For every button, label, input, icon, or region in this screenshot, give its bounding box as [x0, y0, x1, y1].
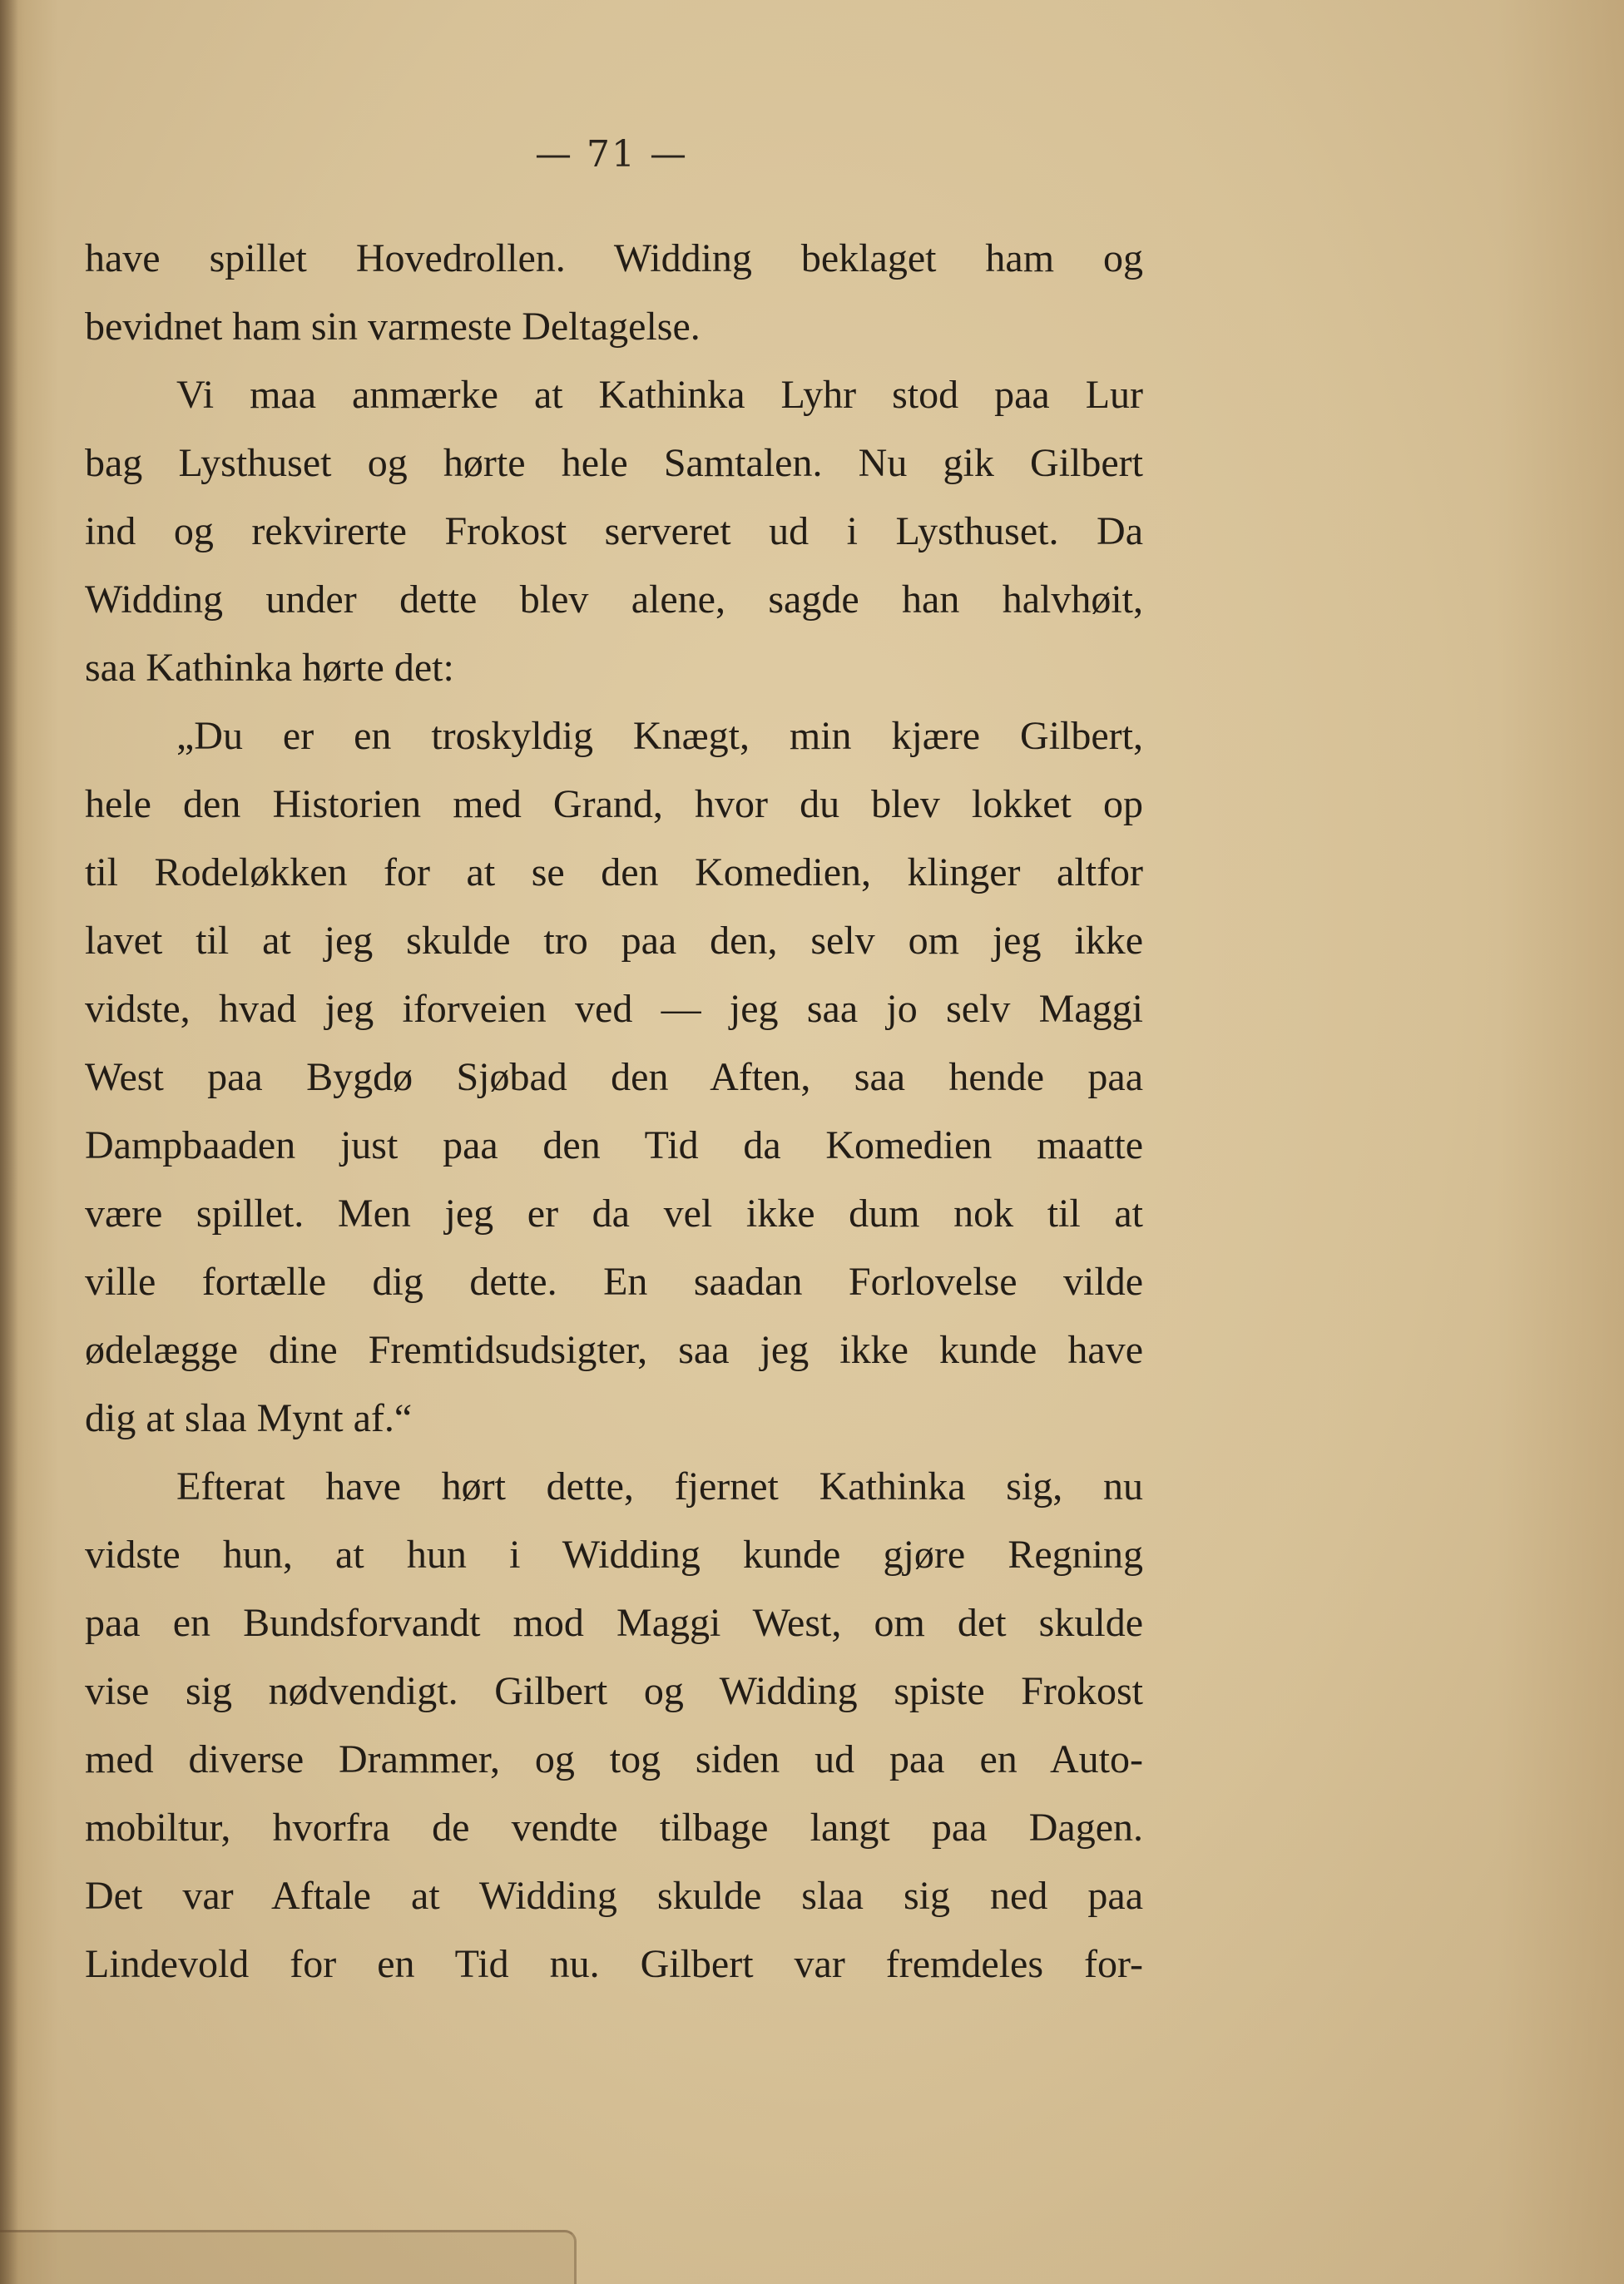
page-bottom-edge — [0, 2230, 577, 2284]
text-line: Dampbaaden just paa den Tid da Komedien maatte — [85, 1123, 1143, 1167]
text-line: bag Lysthuset og hørte hele Samtalen. Nu gik Gilbert — [85, 441, 1143, 485]
text-line: dig at slaa Mynt af.“ — [85, 1396, 413, 1440]
text-line: saa Kathinka hørte det: — [85, 646, 454, 690]
text-line: vise sig nødvendigt. Gilbert og Widding spiste Frokost — [85, 1669, 1143, 1713]
text-line: „Du er en troskyldig Knægt, min kjære Gilbert, — [176, 714, 1143, 758]
page-number: — 71 — — [535, 133, 688, 176]
text-line: vidste hun, at hun i Widding kunde gjøre Regning — [85, 1533, 1143, 1577]
text-line: vidste, hvad jeg iforveien ved — jeg saa jo selv Maggi — [85, 987, 1143, 1031]
text-line: ødelægge dine Fremtidsudsigter, saa jeg ikke kunde have — [85, 1328, 1143, 1372]
text-line: mobiltur, hvorfra de vendte tilbage langt paa Dagen. — [85, 1806, 1143, 1850]
text-line: ind og rekvirerte Frokost serveret ud i Lysthuset. Da — [85, 509, 1143, 553]
text-line: hele den Historien med Grand, hvor du blev lokket op — [85, 782, 1143, 826]
text-line: lavet til at jeg skulde tro paa den, selv om jeg ikke — [85, 919, 1143, 963]
text-line: bevidnet ham sin varmeste Deltagelse. — [85, 305, 701, 349]
text-line: Efterat have hørt dette, fjernet Kathinka sig, nu — [176, 1464, 1143, 1509]
text-line: paa en Bundsforvandt mod Maggi West, om det skulde — [85, 1601, 1143, 1645]
text-line: til Rodeløkken for at se den Komedien, klinger altfor — [85, 850, 1143, 894]
text-line: være spillet. Men jeg er da vel ikke dum nok til at — [85, 1192, 1143, 1236]
text-line: West paa Bygdø Sjøbad den Aften, saa hende paa — [85, 1055, 1143, 1099]
text-line: Vi maa anmærke at Kathinka Lyhr stod paa Lur — [176, 373, 1143, 417]
text-line: have spillet Hovedrollen. Widding beklaget ham og — [85, 236, 1143, 280]
spine-shadow — [0, 0, 18, 2284]
text-line: Lindevold for en Tid nu. Gilbert var fremdeles for- — [85, 1942, 1143, 1986]
text-line: med diverse Drammer, og tog siden ud paa en Auto- — [85, 1737, 1143, 1781]
body-text — [85, 225, 1143, 1999]
text-line: ville fortælle dig dette. En saadan Forlovelse vilde — [85, 1260, 1143, 1304]
text-line: Widding under dette blev alene, sagde han halvhøit, — [85, 577, 1143, 622]
text-line: Det var Aftale at Widding skulde slaa sig ned paa — [85, 1874, 1143, 1918]
